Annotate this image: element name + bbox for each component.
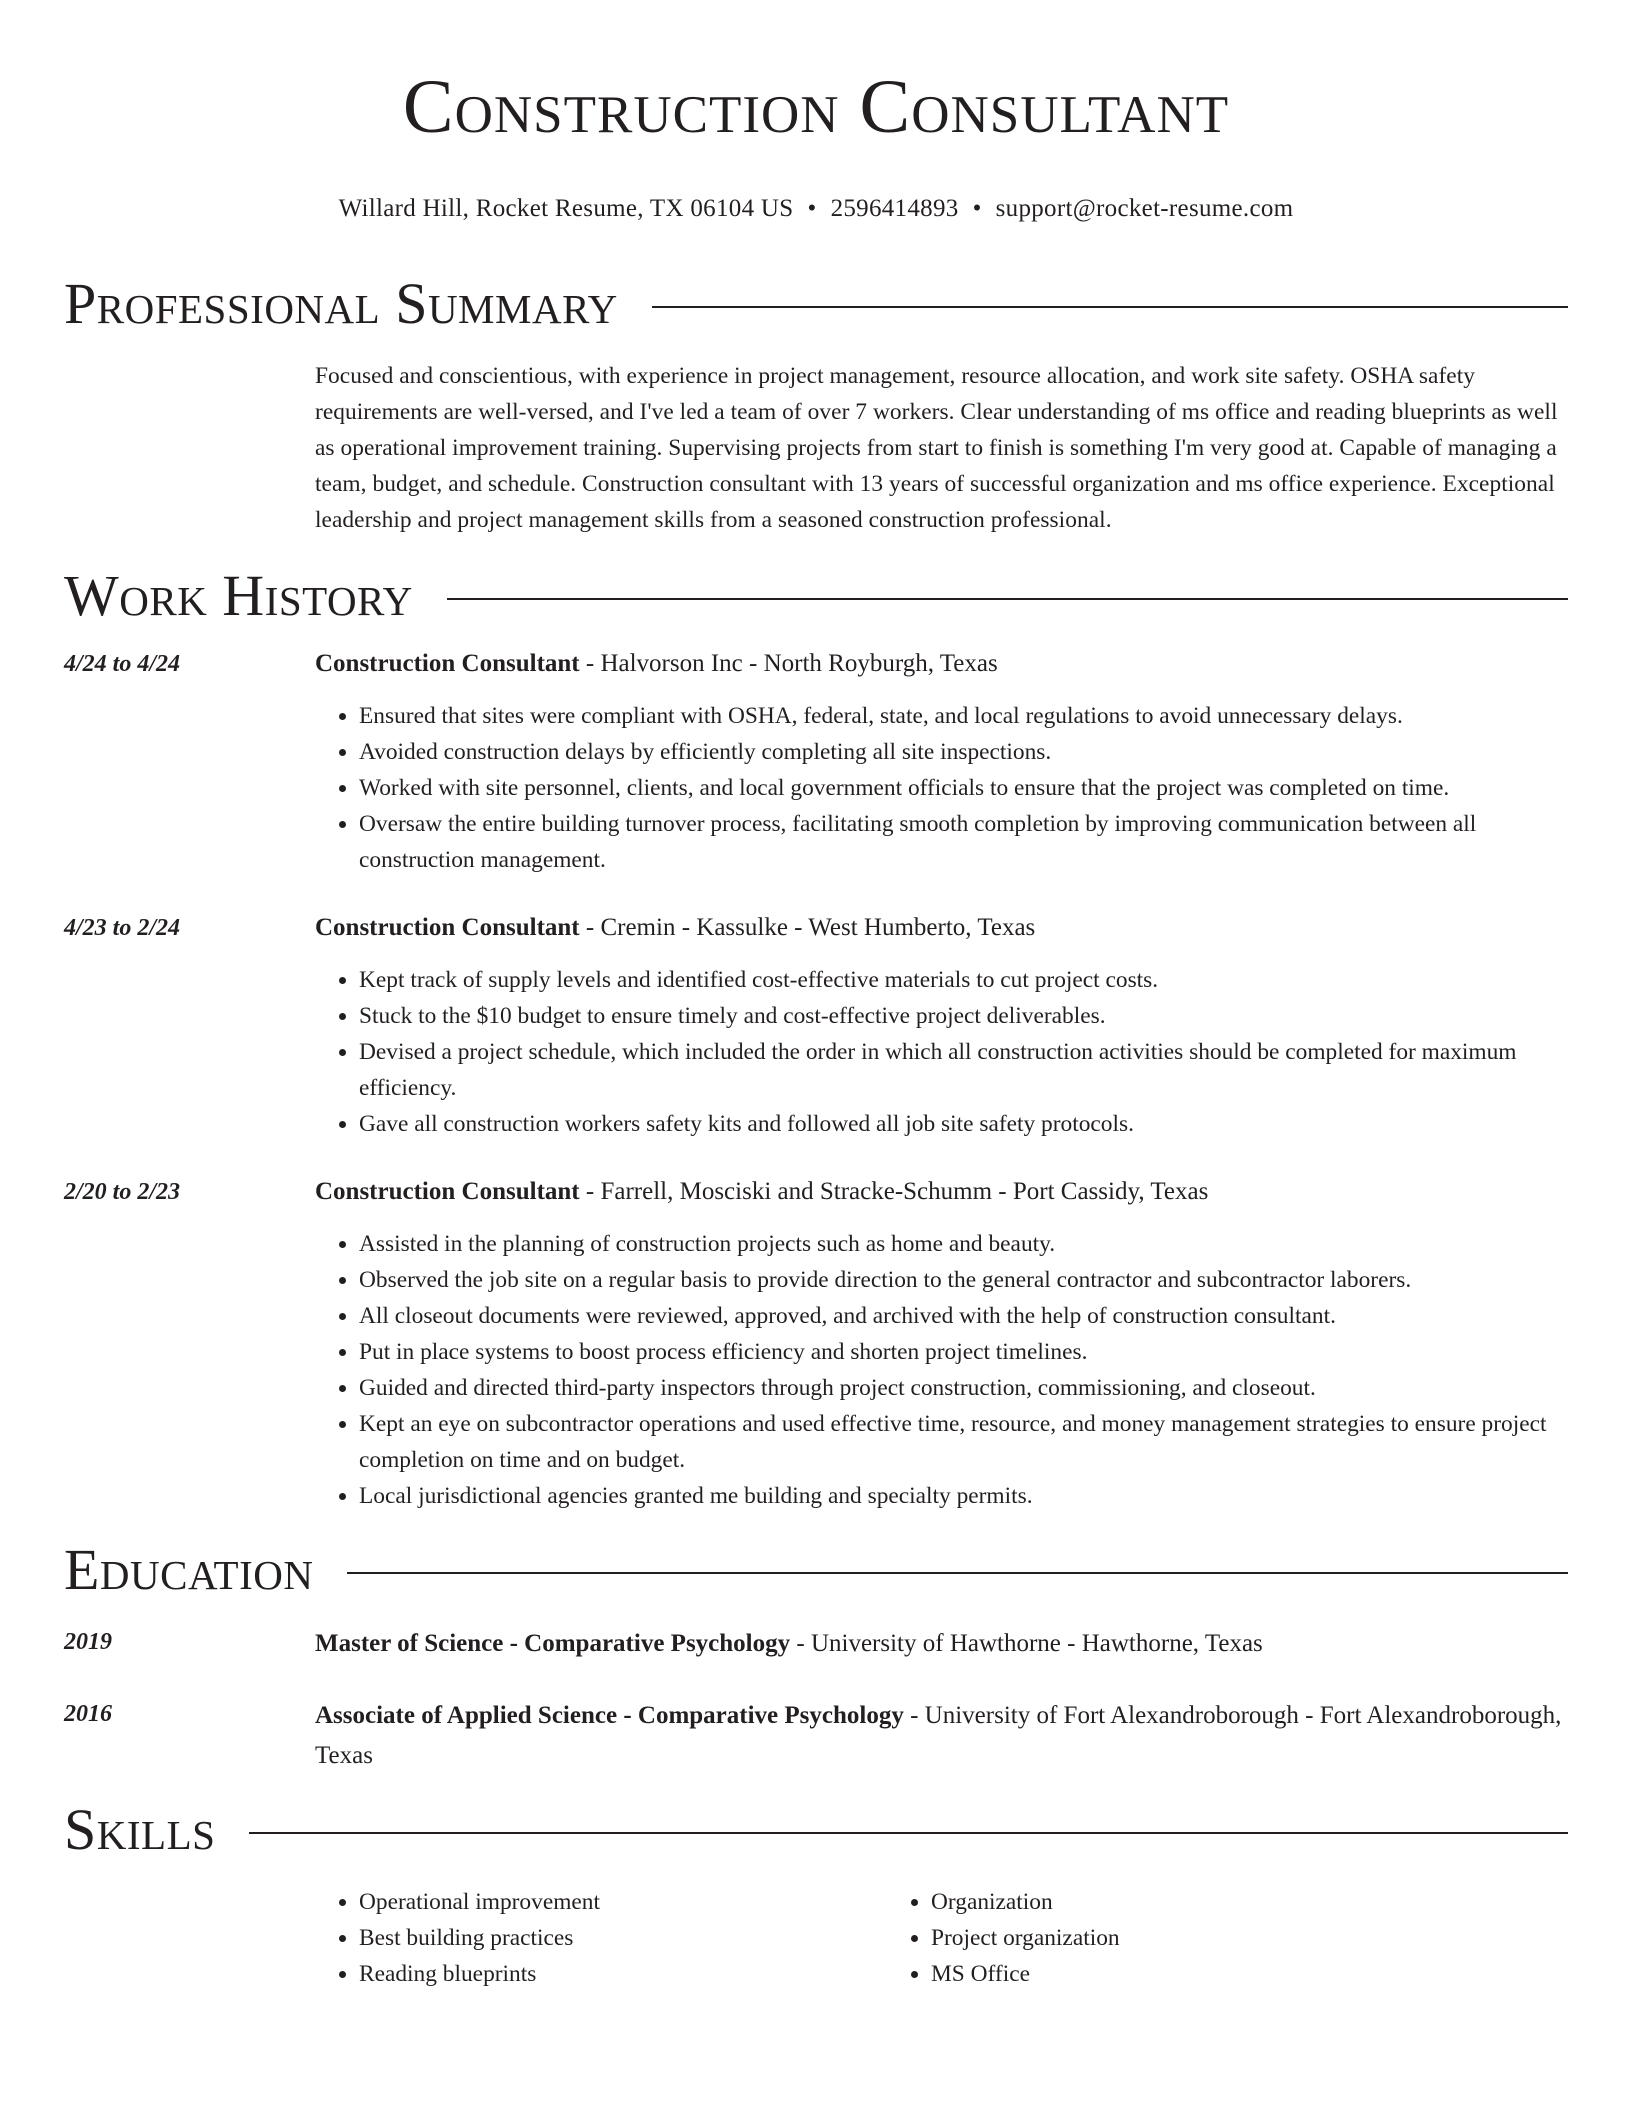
job-bullet: • Gave all construction workers safety kits and followed all job site safety protocols. <box>359 1106 1568 1142</box>
job-employer: - Farrell, Mosciski and Stracke-Schumm - Port Cassidy, Texas <box>579 1178 1209 1205</box>
section-divider <box>249 1832 1568 1834</box>
job-bullets <box>315 1226 1568 1514</box>
job-title: Construction Consultant <box>315 650 580 677</box>
job-dates: 4/23 to 2/24 <box>64 915 181 941</box>
job-bullet: • Put in place systems to boost process efficiency and shorten project timelines. <box>359 1334 1568 1370</box>
job-employer: - Cremin - Kassulke - West Humberto, Texas <box>579 914 1036 941</box>
job-body <box>315 1174 1568 1514</box>
job-entry <box>64 646 1568 878</box>
contact-info <box>64 192 1568 226</box>
job-entry <box>64 910 1568 1142</box>
section-divider <box>652 306 1568 308</box>
job-body <box>315 646 1568 878</box>
work-section-header <box>64 564 1568 628</box>
job-bullet: • Stuck to the $10 budget to ensure timely and cost-effective project deliverables. <box>359 998 1568 1034</box>
section-title-education: Education <box>64 1537 314 1602</box>
job-bullets <box>315 698 1568 878</box>
skill-item: • Reading blueprints <box>359 1956 887 1992</box>
education-degree: Master of Science - Comparative Psychology <box>315 1630 791 1657</box>
job-bullet: • Local jurisdictional agencies granted me building and specialty permits. <box>359 1478 1568 1514</box>
education-body <box>315 1624 1568 1664</box>
job-title: Construction Consultant <box>315 1178 580 1205</box>
job-heading <box>315 1174 1568 1210</box>
job-bullet: • All closeout documents were reviewed, approved, and archived with the help of construction consultant. <box>359 1298 1568 1334</box>
job-bullet: • Kept an eye on subcontractor operations and used effective time, resource, and money management strategies to ensure project completion on time and on budget. <box>359 1406 1568 1478</box>
job-employer: - Halvorson Inc - North Royburgh, Texas <box>579 650 998 677</box>
job-entry <box>64 1174 1568 1514</box>
job-heading <box>315 910 1568 946</box>
job-bullet: • Avoided construction delays by efficiently completing all site inspections. <box>359 734 1568 770</box>
job-bullet: • Assisted in the planning of construction projects such as home and beauty. <box>359 1226 1568 1262</box>
skill-item: • Project organization <box>931 1920 1459 1956</box>
education-year: 2016 <box>64 1701 112 1727</box>
section-title-work: Work History <box>64 563 413 628</box>
education-school: - University of Hawthorne - Hawthorne, Texas <box>790 1630 1263 1657</box>
job-body <box>315 910 1568 1142</box>
skill-item: • Operational improvement <box>359 1884 887 1920</box>
education-year: 2019 <box>64 1629 112 1655</box>
section-title-summary: Professional Summary <box>64 271 618 336</box>
skills-column-left <box>315 1884 887 1992</box>
skills-section-header <box>64 1798 1568 1862</box>
contact-email: support@rocket-resume.com <box>995 195 1294 222</box>
education-entry <box>64 1624 1568 1664</box>
job-bullet: • Ensured that sites were compliant with OSHA, federal, state, and local regulations to avoid unnecessary delays. <box>359 698 1568 734</box>
resume-name: Construction Consultant <box>402 65 1230 149</box>
job-bullet: • Guided and directed third-party inspectors through project construction, commissioning, and closeout. <box>359 1370 1568 1406</box>
contact-phone: 2596414893 <box>830 195 959 222</box>
job-bullet: • Kept track of supply levels and identified cost-effective materials to cut project costs. <box>359 962 1568 998</box>
bullet-separator: • <box>807 195 817 222</box>
contact-address: Willard Hill, Rocket Resume, TX 06104 US <box>338 195 794 222</box>
job-bullet: • Observed the job site on a regular basis to provide direction to the general contractor and subcontractor laborers. <box>359 1262 1568 1298</box>
job-title: Construction Consultant <box>315 914 580 941</box>
summary-text: Focused and conscientious, with experience in project management, resource allocation, and work site safety. OSHA safety requirements are well-versed, and I've led a team of over 7 workers. Clear understanding of ms office and reading blueprints as well as operational improvement training. Supervising projects from start to finish is something I'm very good at. Capable of managing a team, budget, and schedule. Construction consultant with 13 years of successful organization and ms office experience. Exceptional leadership and project management skills from a seasoned construction professional. <box>315 363 1558 533</box>
job-bullets <box>315 962 1568 1142</box>
work-history-list <box>64 646 1568 1514</box>
education-section-header <box>64 1538 1568 1602</box>
education-school: - University of Fort Alexandroborough - Fort Alexandroborough, Texas <box>315 1702 1562 1769</box>
skill-item: • Best building practices <box>359 1920 887 1956</box>
skills-column-right <box>887 1884 1459 1992</box>
education-body <box>315 1696 1568 1776</box>
education-degree: Associate of Applied Science - Comparative Psychology <box>315 1702 904 1729</box>
job-dates: 4/24 to 4/24 <box>64 651 181 677</box>
section-divider <box>447 598 1568 600</box>
bullet-separator: • <box>972 195 982 222</box>
job-heading <box>315 646 1568 682</box>
education-entry <box>64 1696 1568 1776</box>
job-bullet: • Oversaw the entire building turnover process, facilitating smooth completion by improving communication between all construction management. <box>359 806 1568 878</box>
section-divider <box>347 1572 1568 1574</box>
summary-section-header <box>64 272 1568 336</box>
job-bullet: • Devised a project schedule, which included the order in which all construction activities should be completed for maximum efficiency. <box>359 1034 1568 1106</box>
job-bullet: • Worked with site personnel, clients, and local government officials to ensure that the project was completed on time. <box>359 770 1568 806</box>
job-dates: 2/20 to 2/23 <box>64 1179 181 1205</box>
section-title-skills: Skills <box>64 1797 216 1862</box>
skill-item: • MS Office <box>931 1956 1459 1992</box>
skill-item: • Organization <box>931 1884 1459 1920</box>
skills-list <box>315 1884 1568 1992</box>
